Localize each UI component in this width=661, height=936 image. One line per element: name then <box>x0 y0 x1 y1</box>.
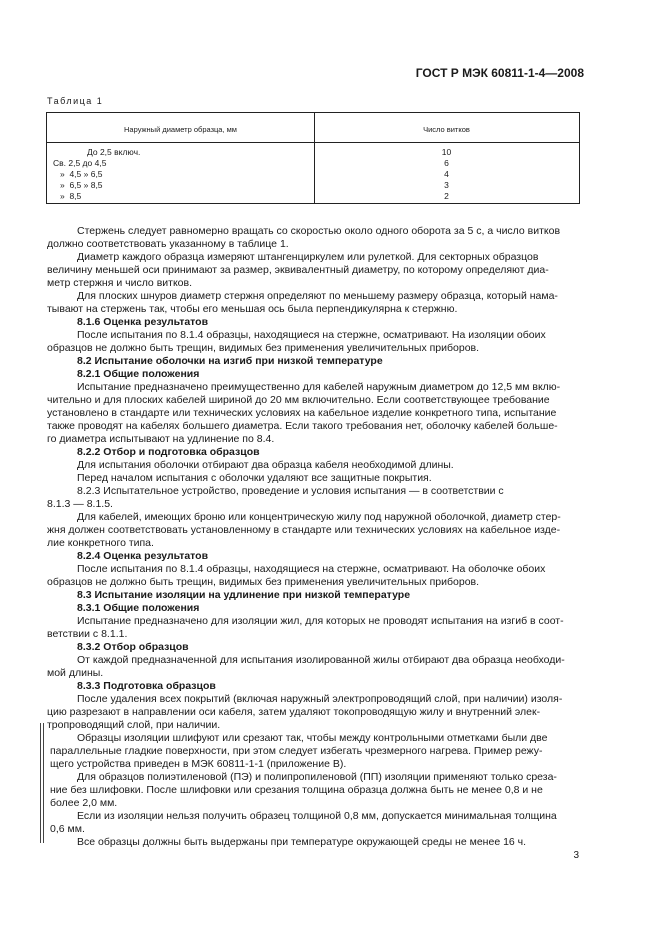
section-heading: 8.2.4 Оценка результатов <box>77 550 209 562</box>
table-row-value: 2 <box>444 191 449 201</box>
text-line: параллельные гладкие поверхности, при этом следует избегать чрезмерного нагрева. Пример режу- <box>50 745 543 757</box>
text-line: После испытания по 8.1.4 образцы, находящиеся на стержне, осматривают. На оболочке обоих <box>77 563 546 575</box>
text-line: жня должен соответствовать установленному в стандарте или технических условиях на кабельное изде- <box>47 524 561 536</box>
text-line: образцов не должно быть трещин, видимых без применения увеличительных приборов. <box>47 576 480 588</box>
text-line: 8.1.3 — 8.1.5. <box>47 498 113 510</box>
text-line: го диаметра испытывают на удлинение по 8.4. <box>47 433 275 445</box>
text-line: мой длины. <box>47 667 104 679</box>
text-line: Образцы изоляции шлифуют или срезают так, чтобы между контрольными отметками были две <box>77 732 548 744</box>
text-line: лие конкретного типа. <box>47 537 154 549</box>
table-row-value: 3 <box>444 180 449 190</box>
text-line: 8.2.3 Испытательное устройство, проведение и условия испытания — в соответствии с <box>77 485 504 497</box>
section-heading: 8.2.2 Отбор и подготовка образцов <box>77 446 260 458</box>
text-line: величину меньшей оси принимают за размер, эквивалентный диаметру, по которому определяют диа- <box>47 264 549 276</box>
text-line: После удаления всех покрытий (включая наружный электропроводящий слой, при наличии) изоля- <box>77 693 563 705</box>
text-line: цию разрезают в направлении оси кабеля, затем удаляют токопроводящую жилу и внутренний элек- <box>47 706 541 718</box>
revision-change-bar <box>40 723 44 843</box>
text-line: ветствии с 8.1.1. <box>47 628 128 640</box>
text-line: метр стержня и число витков. <box>47 277 192 289</box>
text-line: также проводят на кабелях большего диаметра. Если такого требования нет, оболочку кабелей больше- <box>47 420 558 432</box>
table-row-value: 6 <box>444 158 449 168</box>
page-number: 3 <box>573 850 579 861</box>
text-line: Диаметр каждого образца измеряют штангенциркулем или рулеткой. Для секторных образцов <box>77 251 539 263</box>
text-line: установлено в стандарте или технических условиях на кабельное изделие конкретного типа, испытание <box>47 407 557 419</box>
text-line: ние без шлифовки. После шлифовки или срезания толщина образца должна быть не менее 0,8 и не <box>50 784 543 796</box>
table-row-value: 4 <box>444 169 449 179</box>
text-line: Для образцов полиэтиленовой (ПЭ) и полипропиленовой (ПП) изоляции применяют только срезa- <box>77 771 557 783</box>
text-line: Для плоских шнуров диаметр стержня определяют по меньшему размеру образца, который нама- <box>77 290 558 302</box>
text-line: Испытание предназначено преимущественно для кабелей наружным диаметром до 12,5 мм вклю- <box>77 381 561 393</box>
text-line: От каждой предназначенной для испытания изолированной жилы отбирают два образца необходи- <box>77 654 565 666</box>
table-row-label: » 4,5 » 6,5 <box>60 169 103 179</box>
table-row-label: До 2,5 включ. <box>87 147 141 157</box>
table-1 <box>46 112 580 204</box>
section-heading: 8.3 Испытание изоляции на удлинение при низкой температуре <box>77 589 411 601</box>
text-line: тывают на стержень так, чтобы его меньшая ось была перпендикулярна к стержню. <box>47 303 458 315</box>
text-line: Испытание предназначено для изоляции жил, для которых не проводят испытания на изгиб в соот- <box>77 615 564 627</box>
table-header-diameter: Наружный диаметр образца, мм <box>124 125 237 134</box>
text-line: Перед началом испытания с оболочки удаляют все защитные покрытия. <box>77 472 432 484</box>
text-line: чительно и для плоских кабелей шириной до 20 мм включительно. Если соответствующее требование <box>47 394 550 406</box>
text-line: Стержень следует равномерно вращать со скоростью около одного оборота за 5 с, а число витков <box>77 225 561 237</box>
table-row-label: » 8,5 <box>60 191 82 201</box>
table-header-turns: Число витков <box>423 125 470 134</box>
text-line: После испытания по 8.1.4 образцы, находящиеся на стержне, осматривают. На изоляции обоих <box>77 329 546 341</box>
section-heading: 8.2 Испытание оболочки на изгиб при низкой температуре <box>77 355 383 367</box>
text-line: Все образцы должны быть выдержаны при температуре окружающей среды не менее 16 ч. <box>77 836 527 848</box>
section-heading: 8.1.6 Оценка результатов <box>77 316 209 328</box>
section-heading: 8.3.3 Подготовка образцов <box>77 680 216 692</box>
text-line: должно соответствовать указанному в таблице 1. <box>47 238 289 250</box>
text-line: образцов не должно быть трещин, видимых без применения увеличительных приборов. <box>47 342 480 354</box>
document-header: ГОСТ Р МЭК 60811-1-4—2008 <box>415 66 584 80</box>
section-heading: 8.2.1 Общие положения <box>77 368 200 380</box>
text-line: Если из изоляции нельзя получить образец толщиной 0,8 мм, допускается минимальная толщина <box>77 810 557 822</box>
text-line: Для кабелей, имеющих броню или концентрическую жилу под наружной оболочкой, диаметр стер- <box>77 511 561 523</box>
table-row-label: Св. 2,5 до 4,5 <box>53 158 107 168</box>
section-heading: 8.3.2 Отбор образцов <box>77 641 189 653</box>
table-caption: Таблица 1 <box>47 96 104 106</box>
table-row-label: » 6,5 » 8,5 <box>60 180 103 190</box>
text-line: тропроводящий слой, при наличии. <box>47 719 221 731</box>
section-heading: 8.3.1 Общие положения <box>77 602 200 614</box>
table-row-value: 10 <box>441 147 452 157</box>
text-line: 0,6 мм. <box>50 823 85 835</box>
text-line: Для испытания оболочки отбирают два образца кабеля необходимой длины. <box>77 459 454 471</box>
text-line: щего устройства приведен в МЭК 60811-1-1 (приложение В). <box>50 758 347 770</box>
text-line: более 2,0 мм. <box>50 797 118 809</box>
table-divider-horizontal <box>47 142 579 143</box>
